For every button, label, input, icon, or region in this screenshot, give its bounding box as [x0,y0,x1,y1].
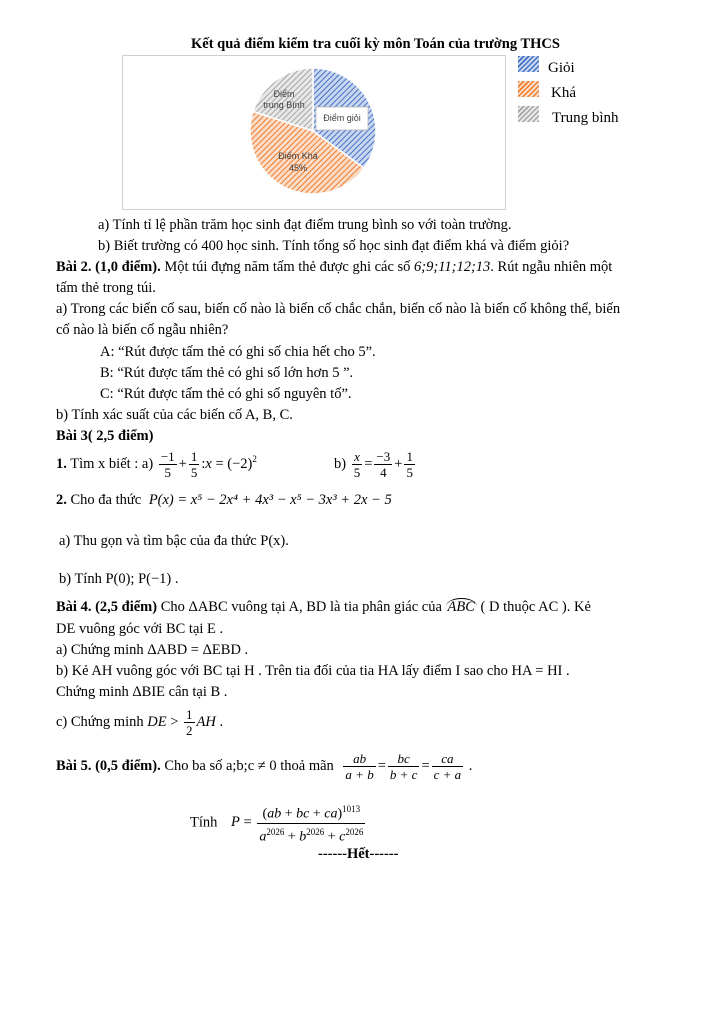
bai1-qa: a) Tính tỉ lệ phần trăm học sinh đạt điểm trung bình so với toàn trường. [98,217,512,233]
label-tb-line1: Điểm [273,89,295,99]
bai3-p1b: b) $\frac{x}{5}$ = $\frac{-3}{4}$ + $\frac{1}{5}$ [334,449,413,480]
bai3-qb: b) Tính P(0); P(−1) . [59,571,179,587]
bai5-tinh: Tính [190,814,218,831]
bai5-head: Bài 5. (0,5 điểm). [56,757,161,774]
bai4-head: Bài 4. (2,5 điểm) [56,599,158,615]
bai5-text: Cho ba số a;b;c ≠ 0 thoả mãn [160,757,334,774]
bai2-qa1: a) Trong các biến cố sau, biến cố nào là biến cố chắc chắn, biến cố nào là biến cố không thể, biến [56,301,621,317]
bai4-line1 [56,599,591,616]
bai3-polynomial: P(x) = x⁵ − 2x⁴ + 4x³ − x⁵ − 3x³ + 2x − 5 [148,492,392,508]
bai4-line2: DE vuông góc với BC tại E . [56,621,224,637]
bai2-event-b: B: “Rút được tấm thẻ có ghi số lớn hơn 5 ”. [100,365,354,381]
legend-swatch-kha [518,81,539,97]
bai2-qb: b) Tính xác suất của các biến cố A, B, C. [56,407,293,423]
bai3-qa: a) Thu gọn và tìm bậc của đa thức P(x). [59,533,289,549]
bai3-head: Bài 3( 2,5 điểm) [56,428,154,444]
label-kha-value: 45% [288,163,308,173]
bai5-formula: Tính P = $\frac{(ab + bc + ca)^{1013}}{a^{2026} + b^{2026} + c^{2026}}$ [190,801,367,845]
bai2-line1 [56,259,612,276]
bai4-qa: a) Chứng minh ΔABD = ΔEBD . [56,642,249,658]
bai1-qb: b) Biết trường có 400 học sinh. Tính tổng số học sinh đạt điểm khá và điểm giỏi? [98,238,570,254]
bai2-text1: Một túi đựng năm tấm thẻ được ghi các số [160,259,415,275]
label-kha: Điểm Khá [278,151,318,161]
legend-gioi: Giỏi [548,60,575,76]
bai2-text1b: . Rút ngẫu nhiên một [490,259,613,275]
chart-title: Kết quả điểm kiểm tra cuối kỳ môn Toán của trường THCS [191,36,560,52]
bai4-angle: ABC [447,599,475,615]
label-gioi: Điểm giỏi [323,113,361,123]
legend-swatch-tb [518,106,539,122]
bai3-p1: 1. Tìm x biết : a) $\frac{-1}{5}$ + $\frac{1}{5}$ :x = $(-2)^2$ [56,449,257,480]
label-tb-line2: trung Bình [263,100,305,110]
bai4-qc: c) Chứng minh DE > $\frac{1}{2}$ AH . [56,707,224,738]
bai2-event-a: A: “Rút được tấm thẻ có ghi số chia hết cho 5”. [100,344,376,360]
bai4-qc-text: c) Chứng minh [56,713,144,730]
bai3-p1-label: 1. [56,455,67,472]
bai4-qb1: b) Kẻ AH vuông góc với BC tại H . Trên tia đối của tia HA lấy điểm I sao cho HA = HI . [56,663,570,679]
bai5-line: Bài 5. (0,5 điểm). Cho ba số a;b;c ≠ 0 thoả mãn $\frac{ab}{a + b}$ = $\frac{bc}{b + c}$ = $\frac{ca}{c + a}$ . [56,751,473,782]
bai2-head: Bài 2. (1,0 điểm). [56,259,161,275]
bai3-p2-label: 2. [56,492,67,508]
bai4-line1b: ( D thuộc AC ). Kẻ [476,599,591,615]
legend-kha: Khá [551,85,576,101]
bai3-p2 [56,492,392,509]
end-marker: ------Hết------ [318,846,399,862]
bai2-line2: tấm thẻ trong túi. [56,280,156,296]
bai2-qa2: cố nào là biến cố ngẫu nhiên? [56,322,229,338]
bai4-line1-text: Cho ΔABC vuông tại A, BD là tia phân giác của [157,599,446,615]
bai3-p2-text: Cho đa thức [70,492,142,508]
legend-swatch-gioi [518,56,539,72]
legend-trung-binh: Trung bình [552,110,619,126]
bai4-qb2: Chứng minh ΔBIE cân tại B . [56,684,228,700]
bai3-p1-text: Tìm x biết : a) [70,455,154,472]
bai2-numbers: 6;9;11;12;13 [414,259,491,275]
bai2-event-c: C: “Rút được tấm thẻ có ghi số nguyên tố”. [100,386,352,402]
bai3-p1b-label: b) [334,455,347,472]
